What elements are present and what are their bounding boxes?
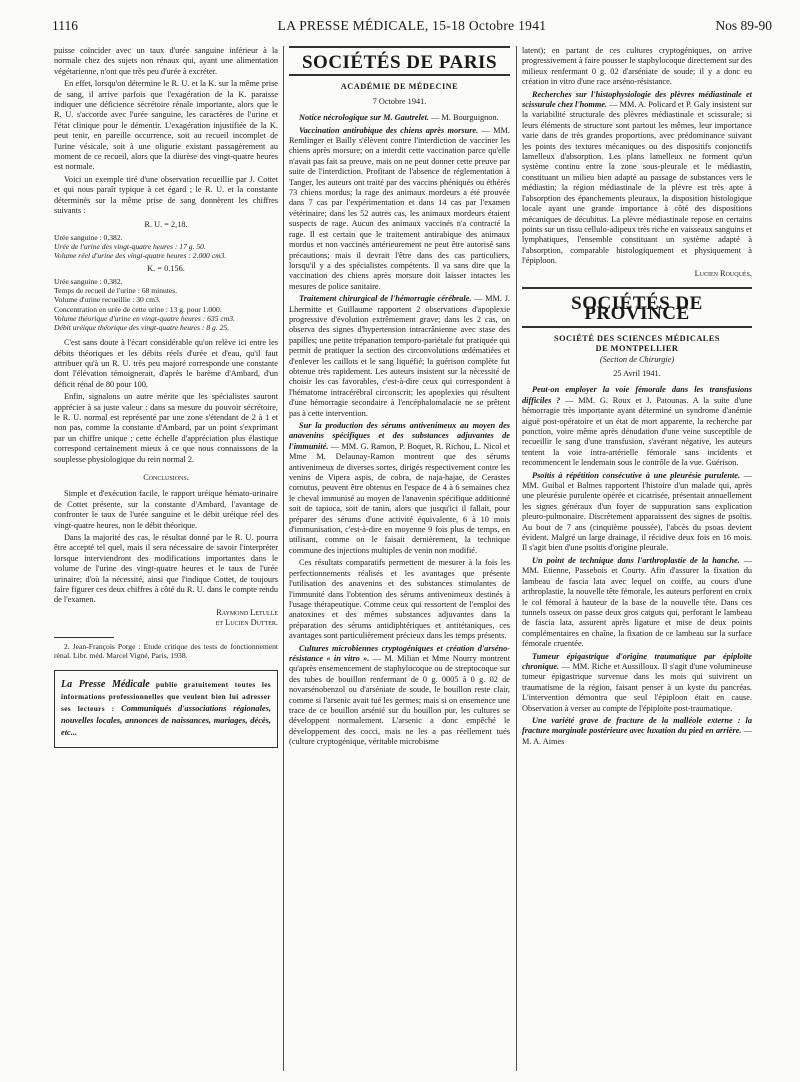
paragraph: C'est sans doute à l'écart considérable qu'on relève ici entre les débits théoriques et les débits réels d'urée et d'eau, qu'il faut attribuer qu'à un R. U. très peu majoré corresponde une constante dont l'élévation témoignerait, d'après le barème d'Ambard, d'un déficit rénal de 80 pour 100. [54,338,278,389]
article-text: — MM. J. Lhermitte et Guillaume rapportent 2 observations d'apoplexie progressive d'évolution extrêmement grave; dans les 2 cas, on observa des signes d'hypertension intracrânienne avec stase des papilles; une petite trépanation temporo-pariétale fut pratiquée qui permit de pratiquer la section des circonvolutions œdématiées et d'enlever les caillots et le sang liquéfié; la guérison complète fut obtenue très rapidement. Les auteurs insistent sur la nécessité de choisir les cas favorables, c'est-à-dire ceux qui correspondent à l'hématome intracérébral circonscrit; les apoplexies qui résultent d'une hémorragie secondaire à l'encéphalomalacie ne se prêtent pas à cette intervention. [289,294,510,418]
data-line: Urée sanguine : 0,382. [54,276,123,286]
paragraph: Dans la majorité des cas, le résultat donné par le R. U. pourra être accepté tel quel, mais il sera nécessaire de savoir l'interpréter lorsque interviendront des modifications importantes dans le volume de l'urine des vingt-quatre heures et le taux de l'urée urinaire; d'où la nécessité, ainsi que l'indique Cottet, de toujours faire figurer ces deux chiffres à côté du R. U. dans le compte rendu de l'examen. [54,533,278,605]
data-line: Urée de l'urine des vingt-quatre heures : 17 g. 50. [54,242,206,252]
article-title: Recherches sur l'histophysiologie des plèvres médiastinale et scissurale chez l'homme. [522,89,752,110]
footnote-divider [54,637,114,638]
box-text-italic: Communiqués d'associations régionales, nouvelles locales, annonces de naissances, mariages, décès, etc... [61,704,271,738]
section-heading: Conclusions. [143,473,189,483]
article-title: Cultures microbiennes cryptogéniques et création d'arséno-résistance « in vitro ». [289,643,510,663]
article-text: — M. Bourguignon. [431,113,499,123]
journal-title: LA PRESSE MÉDICALE, 15-18 Octobre 1941 [277,18,547,33]
article-title: Vaccination antirabique des chiens après morsure. [299,125,479,135]
article-title: Un point de technique dans l'arthroplastie de la hanche. [532,555,740,565]
article-text: — M. A. Aimes [522,726,752,746]
formula-ru: R. U. = 2,18. [144,219,188,229]
society-name: ACADÉMIE DE MÉDECINE [340,82,459,92]
box-text: publie gratuitement toutes les informations professionnelles que veulent bien lui adresser ses lecteurs : [61,681,271,714]
article-title: Psoïtis à répétition consécutive à une pleurésie purulente. [532,470,741,480]
footnote: 2. Jean-François Porge : Etude critique des tests de fonctionnement rénal. Libr. méd. Marcel Vigné, Paris, 1938. [54,641,278,660]
article-title: Tumeur épigastrique d'origine traumatique par épiploïte chronique. [522,651,752,671]
divider [289,74,510,76]
article-title: Sur la production des sérums antivenimeux au moyen des anavenins spécifiques et des substances adjuvantes de l'immunité. [289,421,510,451]
society-name: DE MONTPELLIER [595,344,679,354]
article-text: — MM. G. Roux et J. Patounas. A la suite d'une hémorragie très importante ayant déterminé un syndrome d'anémie aiguë post-opératoire et un état de mort apparente, la recherche par ponction, voire même après dénudation d'une veine susceptible de recueillir le sang d'une transfusion, s'avérant négative, les auteurs tentent la voie intra-artérielle fémorale sans incidents et recommencent le lendemain sous le contrôle de la vue. Guérison. [522,395,752,468]
column-middle [289,46,510,1076]
society-section: (Section de Chirurgie) [599,354,675,364]
divider [522,326,752,328]
section-title-paris: SOCIÉTÉS DE PARIS [301,52,498,73]
paragraph: puisse coïncider avec un taux d'urée sanguine inférieur à la normale chez des sujets non rénaux qui, ayant une alimentation végétarienne, n'ont que très peu d'urée à excréter. [54,46,278,76]
paragraph: Voici un exemple tiré d'une observation recueillie par J. Cottet et qui nous paraît typique à cet égard ; le R. U. et la constante déterminés sur la même prise de sang donnèrent les chiffres suivants : [54,174,278,216]
column-right [522,46,752,1076]
page-number: 1116 [52,18,78,33]
paragraph: Enfin, signalons un autre mérite que les spécialistes sauront apprécier à sa juste valeur : dans sa mesure du pouvoir sécrétoire, le R. U. normal est représenté par une zone s'étendant de 2 à 1 et non pas, comme la constante d'Ambard, par un point s'exprimant par un chiffre unique ; cette échelle d'appréciation plus élastique correspond certainement mieux à ce que nous connaissons de la souplesse physiologique du rein normal 2. [54,392,278,464]
article-text: — MM. Guibal et Balmes rapportent l'histoire d'un malade qui, après une pleurésie purulente opérée et cicatrisée, présentait annuellement les signes généraux d'un foyer de suppuration sans explication pleuro-pulmonaire. Discrètement apparaissent des signes de psoïtis. Au bout de 7 ans (cinquième poussée), l'abcès du psoas devient évident. Malgré un large drainage, il récidive deux fois en 16 mois. Il s'agit bien d'une psoïtis d'origine pleurale. [522,470,752,553]
section-title-province: SOCIÉTÉS DE PROVINCE [571,292,703,325]
paragraph: latent); en partant de ces cultures cryptogéniques, on arrive progressivement à faire pousser le staphylocoque directement sur des milieux renfermant 0 g. 02 d'arséniate de soude; il y a donc eu création in vitro d'une race arséno-résistance. [522,46,752,87]
divider [522,287,752,289]
article-text: — M. Milian et Mme Nourry montrent qu'après ensemencement de staphylocoque ou de streptocoque sur des tubes de bouillon renfermant de 0 g. 0005 à 0 g. 02 de novarsénobenzol ou d'arséniate de soude, le bouillon reste clair, comme si l'arsenic avait tué les germes; mais si on ensemence une trace de ce bouillon arsénié sur du bouillon pur, les cultures se développent normalement. L'arsenic a donc empêché le développement des cocci, mais ne les a pas réellement tués (culture cryptogénique, véritable microbisme [289,653,510,747]
issue-number: Nos 89-90 [715,18,772,33]
session-date: 25 Avril 1941. [613,368,661,378]
society-name: SOCIÉTÉ DES SCIENCES MÉDICALES [553,333,720,343]
article-text: — MM. G. Ramon, P. Boquet, R. Richou, L. Nicol et Mme M. Delaunay-Ramon montrent que des sérums antivenimeux de diverses sortes, dirigés respectivement contre les venins de Vipera aspis, de cobra, de naja-hajae, de Cerastes cornutus, peuvent être obtenus en l'espace de 4 à 6 semaines chez le cheval immunisé au moyen de l'anavenin spécifique additionné soit de tapioca, soit de tanin, alors que jusqu'ici il fallait, pour préparer des sérums d'une activité équivalente, 6 à 10 mois d'immunisation, c'est-à-dire en moyenne 9 fois plus de temps, en utilisant, comme on le faisait dernièrement, la technique commune des injections multiples de venin non modifié. [289,441,510,555]
page-header [52,18,772,40]
paragraph: En effet, lorsqu'on détermine le R. U. et la K. sur la même prise de sang, il arrive parfois que l'exagération de la K. paraisse indiquer une déficience sécrétoire rénale importante, alors que le R. U. s'accorde avec l'urée sanguine, les caractères de l'urine et l'état clinique pour le démentir. L'exagération injustifiée de la K. peut tenir, en pareille occurrence, soit au recueil incomplet de l'urine vésicale, soit à une oligurie existant passagèrement au moment de ce recueil, alors que la diurèse des vingt-quatre heures est normale. [54,79,278,172]
data-line: Débit uréique théorique des vingt-quatre heures : 8 g. 25. [54,322,230,332]
column-left [54,46,278,1076]
author-signature: et Lucien Dutter. [215,618,278,628]
session-date: 7 Octobre 1941. [372,96,427,106]
data-line: Temps de recueil de l'urine : 68 minutes. [54,286,178,296]
divider [289,46,510,48]
author-signature: Raymond Letulle [216,607,278,617]
box-title: La Presse Médicale [61,679,150,691]
article-text: — MM. Riche et Aussilloux. Il s'agit d'une volumineuse tumeur épigastrique survenue dans les mois qui suivirent un traumatisme de la région, faisant penser à un kyste du pancréas. L'intervention démontra que seul l'épiploon était en cause. Observation à verser au compte de l'épiploïte post-traumatique. [522,661,752,713]
article-title: Peut-on employer la voie fémorale dans les transfusions difficiles ? [522,385,752,405]
data-line: Volume théorique d'urine en vingt-quatre heures : 635 cm3. [54,313,235,323]
formula-k: K. = 0.156. [147,263,185,273]
column-divider [283,46,284,1071]
article-title: Notice nécrologique sur M. Gautrelet. [299,113,429,123]
data-line: Volume d'urine recueillie : 30 cm3. [54,295,161,305]
article-text: — MM. Remlinger et Bailly s'élèvent contre l'interdiction de vacciner les chiens après morsure; on a interdit cette vaccination parce qu'elle n'avait pas fait sa preuve, mais on ne peut donner cette preuve par suite de l'interdiction. Profitant de l'absence de réglementation à Tanger, les auteurs ont traité par des vaccins phéniqués ou éthérés 73 chiens mordus; la rage des animaux mordeurs a été prouvée dans 7 cas par l'expérimentation et dans 14 cas par l'examen vétérinaire; dans les 52 autres cas, les animaux mordeurs étaient suspects de rage. Aucun des animaux vaccinés n'a contracté la rage. Il est certain que le traitement antirabique des animaux mordus et non vaccinés antérieurement ne peut être autorisé sans précautions; mais il devrait l'être dans des cas particuliers, lorsqu'il y a des spécialistes compétents. Il va sans dire que la vaccination des chiens après morsure doit laisser intactes les mesures de police sanitaire. [289,125,510,291]
announcement-box [54,670,278,748]
data-line: Urée sanguine : 0,382. [54,232,123,242]
article-title: Une variété grave de fracture de la malléole externe : la fracture marginale postérieure avec luxation du pied en arrière. [522,715,752,736]
data-line: Volume réel d'urine des vingt-quatre heures : 2.000 cm3. [54,251,227,261]
author-signature: Lucien Rouquès. [694,268,752,278]
article-title: Traitement chirurgical de l'hémorragie cérébrale. [299,294,472,304]
paragraph: Ces résultats comparatifs permettent de mesurer à la fois les perfectionnements réalisés et les avantages que présente l'utilisation des anavenins et des substances stimulantes de l'immunité dans l'obtention des sérums antivenimeux destinés à l'usage thérapeutique. Comme ceux qui ressortent de l'emploi des anatoxines et des mêmes substances adjuvantes dans la préparation des sérums antidiphtériques et antitétaniques, ces avantages sont particulièrement précieux dans les temps présents. [289,558,510,641]
article-text: — MM. Etienne, Passebois et Courty. Afin d'assurer la fixation du lambeau de fascia lata avec lequel on coiffe, au cours d'une arthroplastie, la nouvelle tête fémorale, les auteurs perforent en croix le col fémoral à hauteur de la base de la nouvelle tête. Dans ces tunnels osseux on passe deux gros catguts qui, perforant le lambeau de fascia lata, assurent après ligature et mise de deux points complémentaires en chaîne, la fixation de ce lambeau sur la surface fémorale cruentée. [522,555,752,649]
column-divider [516,46,517,1071]
data-line: Concentration en urée de cette urine : 13 g. pour 1.000. [54,304,222,314]
article-text: — MM. A. Policard et P. Galy insistent sur la variabilité structurale des plèvres médiastinale et scissurale; si leurs éléments de structure sont partout les mêmes, leur importance varie dans de très grandes proportions, avec prédominance suivant les points des textures mécaniques ou des dispositifs conjonctifs lamelleux d'absorption. Les plans lamelleux ne forment qu'un système continu entre la zone sous-pleurale et le médiastin, constituant un milieu bien adapté au passage de substances vers le médiastin; la région médiastinale de la plèvre est très apte à l'absorption des épanchements pleuraux, la disposition histologique locale ayant une grande importance à côté des dispositions mécaniques de décubitus. La plèvre médiastinale repose en certains points sur un tissu cellulo-adipeux très riche en vaisseaux sanguins et lymphatiques, l'ensemble constituant un système adapté à l'absorption, comparable histologiquement et physiquement à l'épiploon. [522,100,752,266]
paragraph: Simple et d'exécution facile, le rapport uréique hémato-urinaire de Cottet présente, sur la constante d'Ambard, l'avantage de confronter le taux de l'urée sanguine et le débit uréique réel des vingt-quatre heures, non le débit théorique. [54,489,278,530]
